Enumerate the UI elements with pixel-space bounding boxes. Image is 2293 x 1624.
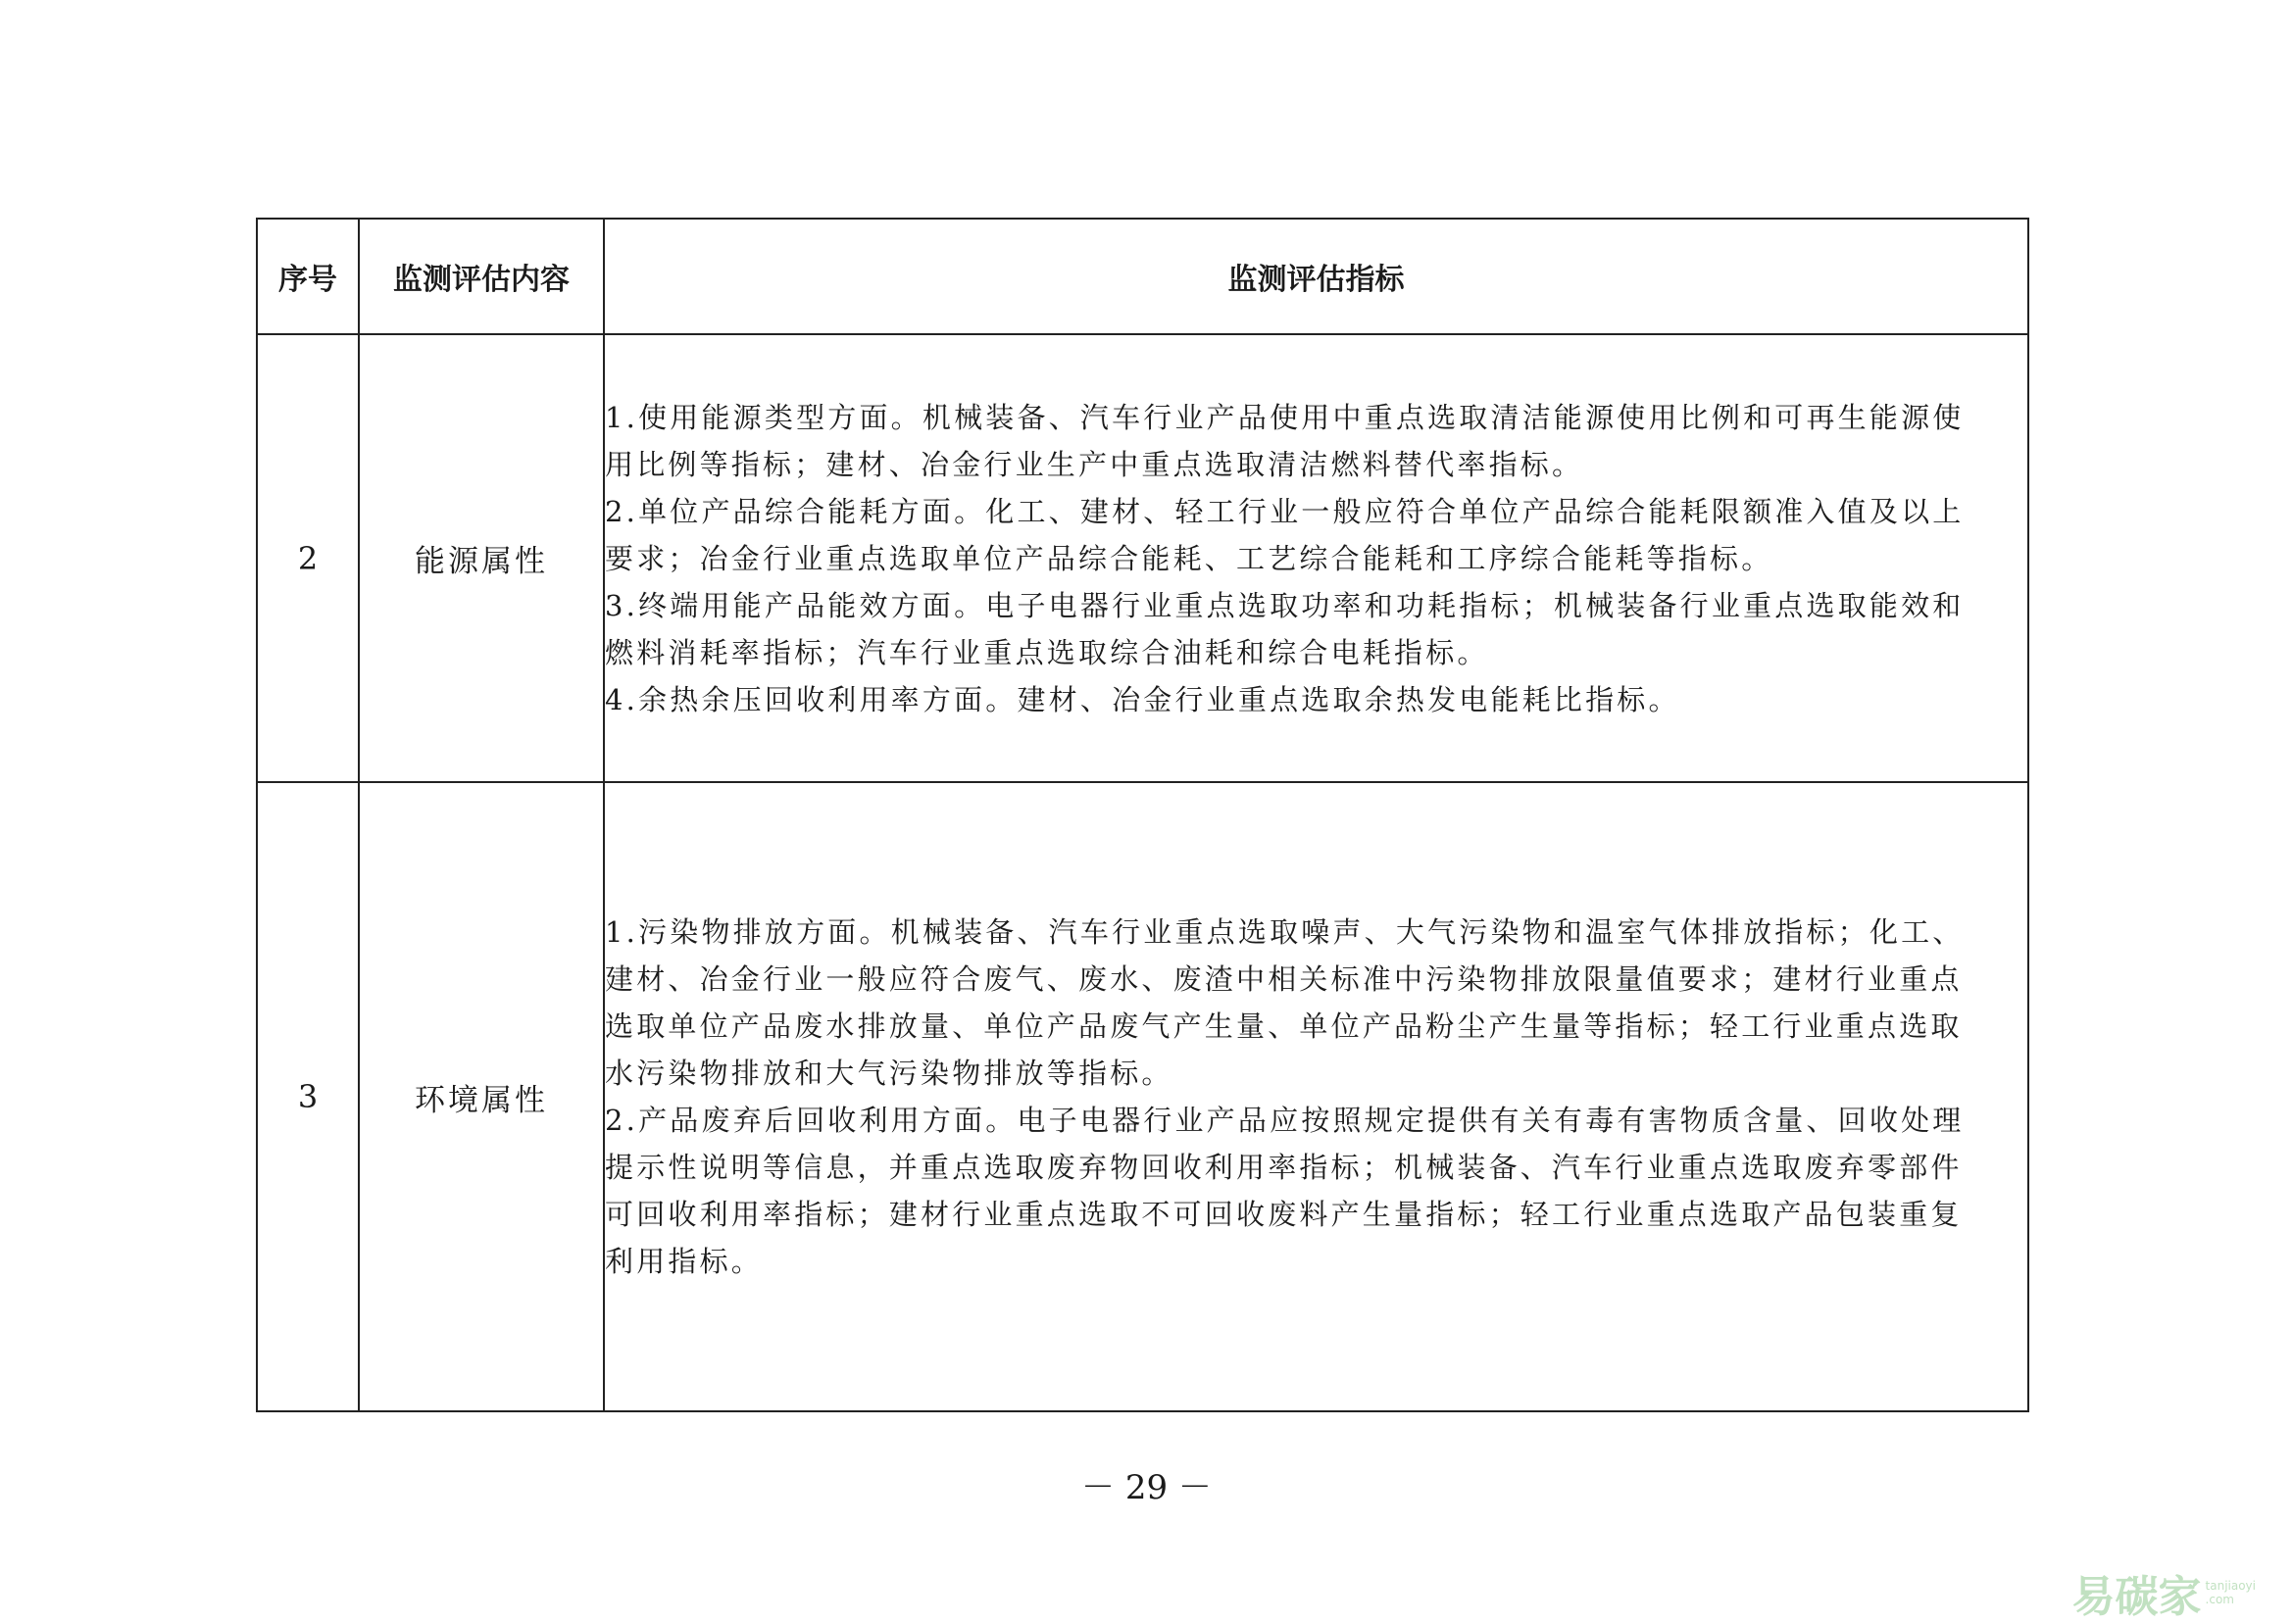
indicator-table	[256, 218, 2029, 1412]
row-indicators	[604, 782, 2028, 1411]
indicator-line: 燃料消耗率指标；汽车行业重点选取综合油耗和综合电耗指标。	[605, 635, 1489, 669]
indicator-line: 1.污染物排放方面。机械装备、汽车行业重点选取噪声、大气污染物和温室气体排放指标；化工、	[605, 915, 1965, 949]
indicator-line: 2.产品废弃后回收利用方面。电子电器行业产品应按照规定提供有关有毒有害物质含量、回收处理	[605, 1104, 1965, 1137]
table-row	[257, 782, 2028, 1411]
row-num: 2	[257, 334, 359, 782]
watermark-domain-line2: .com	[2205, 1593, 2234, 1606]
row-content: 能源属性	[359, 334, 604, 782]
indicator-line: 要求；冶金行业重点选取单位产品综合能耗、工艺综合能耗和工序综合能耗等指标。	[605, 541, 1773, 575]
indicator-line: 用比例等指标；建材、冶金行业生产中重点选取清洁燃料替代率指标。	[605, 447, 1584, 481]
indicator-line: 利用指标。	[605, 1245, 764, 1278]
row-num: 3	[257, 782, 359, 1411]
header-num: 序号	[257, 219, 359, 334]
watermark-brand: 易碳家	[2071, 1572, 2202, 1622]
indicator-line: 3.终端用能产品能效方面。电子电器行业重点选取功率和功耗指标；机械装备行业重点选取能效和	[605, 588, 1965, 622]
watermark-domain	[2206, 1579, 2256, 1606]
watermark-logo	[2072, 1561, 2256, 1624]
indicator-line: 2.单位产品综合能耗方面。化工、建材、轻工行业一般应符合单位产品综合能耗限额准入值及以上	[605, 494, 1965, 528]
row-content: 环境属性	[359, 782, 604, 1411]
header-indicator: 监测评估指标	[604, 219, 2028, 334]
indicator-line: 水污染物排放和大气污染物排放等指标。	[605, 1057, 1173, 1090]
indicator-line: 1.使用能源类型方面。机械装备、汽车行业产品使用中重点选取清洁能源使用比例和可再生能源使	[605, 400, 1965, 434]
indicator-table-container	[256, 218, 2027, 1408]
page-number: － 29 －	[1081, 1468, 1212, 1507]
table-row	[257, 334, 2028, 782]
indicator-line: 建材、冶金行业一般应符合废气、废水、废渣中相关标准中污染物排放限量值要求；建材行业重点	[605, 962, 1963, 996]
header-content: 监测评估内容	[359, 219, 604, 334]
watermark-domain-line1: tanjiaoyi	[2205, 1579, 2256, 1593]
table-header-row	[257, 219, 2028, 334]
indicator-line: 选取单位产品废水排放量、单位产品废气产生量、单位产品粉尘产生量等指标；轻工行业重点选取	[605, 1009, 1963, 1043]
indicator-line: 可回收利用率指标；建材行业重点选取不可回收废料产生量指标；轻工行业重点选取产品包装重复	[605, 1198, 1963, 1231]
row-indicators	[604, 334, 2028, 782]
indicator-line: 4.余热余压回收利用率方面。建材、冶金行业重点选取余热发电能耗比指标。	[605, 682, 1680, 716]
indicator-line: 提示性说明等信息，并重点选取废弃物回收利用率指标；机械装备、汽车行业重点选取废弃零部件	[605, 1151, 1963, 1184]
